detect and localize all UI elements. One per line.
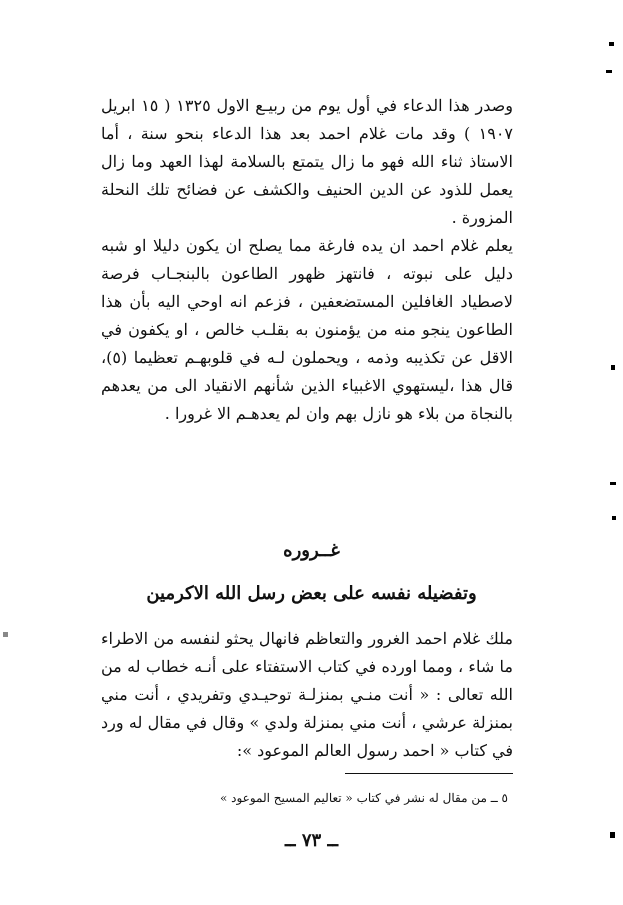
page-number: ــ ٧٣ ــ xyxy=(285,830,338,851)
scan-speck xyxy=(612,516,616,520)
scan-speck xyxy=(610,832,615,838)
paragraph-plague-claim: يعلم غلام احمد ان يده فارغة مما يصلح ان يكون دليلا او شبه دليل على نبوته ، فانتهز ظهور الطاعون بالبنجـاب فرصة لاصطياد الغافلين المستضعفين ، فزعم انه اوحي اليه بأن هذا الطاعون ينجو منه من يؤمنون به بقلـب خالص ، او يكفون في الاقل عن تكذيبه وذمه ، ويحملون لـه في قلوبهـم تعظيما (٥)، قال هذا ،ليستهوي الاغبياء الذين شأنهم الانقياد الى من يعدهم بالنجاة من بلاء هو نازل بهم وان لم يعدهـم الا غرورا . xyxy=(101,236,513,423)
scan-speck xyxy=(609,42,614,46)
section-heading: غــروره xyxy=(283,540,340,561)
section-subheading: وتفضيله نفسه على بعض رسل الله الاكرمين xyxy=(146,583,477,604)
footnote-divider xyxy=(345,773,513,774)
paragraph-prayer-date: وصدر هذا الدعاء في أول يوم من ربيـع الاول ١٣٢٥ ( ١٥ ابريل ١٩٠٧ ) وقد مات غلام احمد بعد هذا الدعاء بنحو سنة ، أما الاستاذ ثناء الله فهو ما زال يتمتع بالسلامة لهذا العهد وما زال يعمل للذود عن الدين الحنيف والكشف عن فضائح تلك النحلة المزورة . xyxy=(101,96,513,227)
paragraph-arrogance: ملك غلام احمد الغرور والتعاظم فانهال يحثو لنفسه من الاطراء ما شاء ، ومما اورده في كتاب الاستفتاء على أنـه خطاب له من الله تعالى : « أنت منـي بمنزلـة توحيـدي وتفريدي ، أنت مني بمنزلة عرشي ، أنت مني بمنزلة ولدي » وقال في مقال له ورد في كتاب « احمد رسول العالم الموعود »: xyxy=(101,629,514,760)
footnote: ٥ ــ من مقال له نشر في كتاب « تعاليم المسيح الموعود » xyxy=(219,791,508,805)
scan-speck xyxy=(610,482,616,485)
scan-speck xyxy=(3,632,8,637)
scan-speck xyxy=(611,365,615,370)
scan-speck xyxy=(606,70,612,73)
